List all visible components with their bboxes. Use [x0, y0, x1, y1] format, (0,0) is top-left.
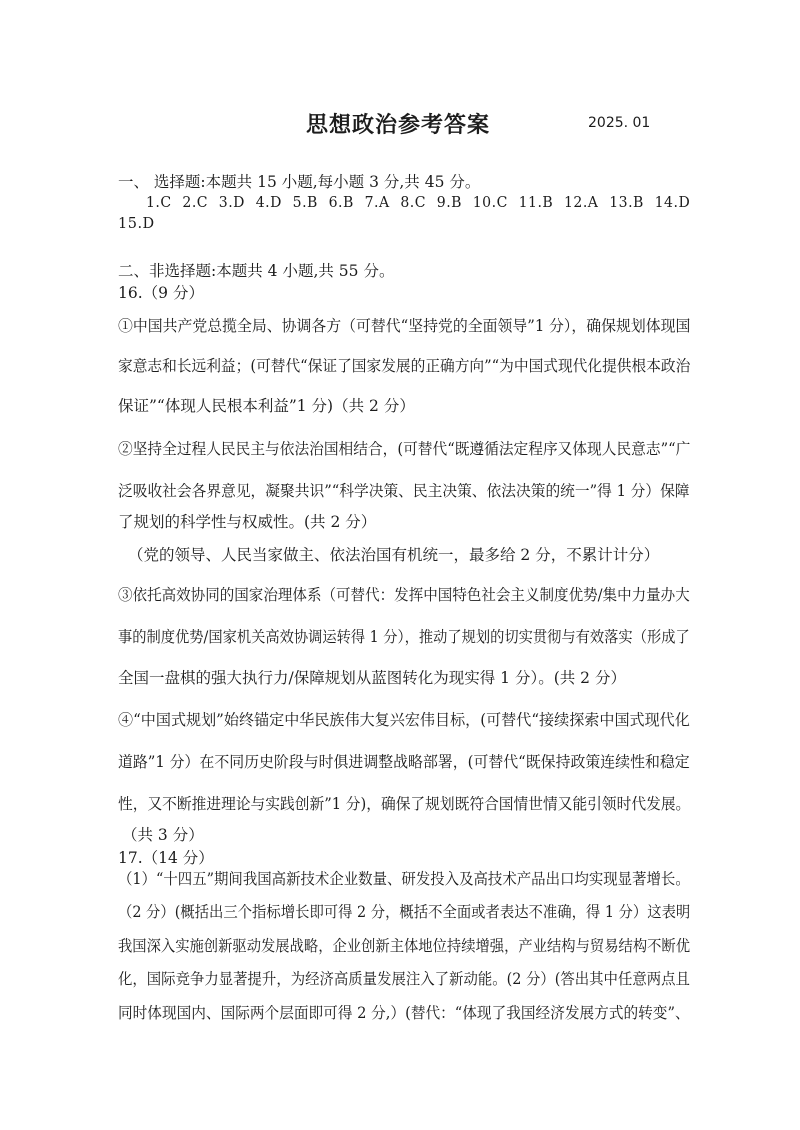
page-title: 思想政治参考答案 — [306, 112, 491, 138]
q16-line: ④“中国式规划”始终锚定中华民族伟大复兴宏伟目标，(可替代“接续探索中国式现代化 — [118, 711, 690, 729]
section2-heading: 二、非选择题:本题共 4 小题,共 55 分。 — [118, 262, 395, 280]
q17-line: 我国深入实施创新驱动发展战略，企业创新主体地位持续增强，产业结构与贸易结构不断优 — [118, 937, 691, 955]
q16-line: 道路”1 分）在不同历史阶段与时俱进调整战略部署，(可替代“既保持政策连续性和稳定 — [118, 753, 690, 771]
q17-line: 同时体现国内、国际两个层面即可得 2 分,）(替代：“体现了我国经济发展方式的转变”、 — [118, 1004, 690, 1022]
q16-line: 泛吸收社会各界意见，凝聚共识”“科学决策、民主决策、依法决策的统一”得 1 分）保障 — [118, 482, 690, 500]
q17-line: （1）“十四五”期间我国高新技术企业数量、研发投入及高技术产品出口均实现显著增长。 — [118, 870, 690, 888]
q16-line: 事的制度优势/国家机关高效协调运转得 1 分），推动了规划的切实贯彻与有效落实（形成了 — [118, 628, 690, 646]
q16-line: ②坚持全过程人民民主与依法治国相结合，(可替代“既遵循法定程序又体现人民意志”“广 — [118, 440, 691, 458]
section1-heading: 一、 选择题:本题共 15 小题,每小题 3 分,共 45 分。 — [118, 173, 481, 191]
question-16-label: 16.（9 分） — [118, 284, 204, 302]
question-17-label: 17.（14 分） — [118, 849, 214, 867]
q16-line: 了规划的科学性与权威性。(共 2 分） — [118, 513, 377, 531]
section1-answers-line2: 15.D — [118, 216, 155, 232]
q16-line: ①中国共产党总揽全局、协调各方（可替代“坚持党的全面领导”1 分），确保规划体现国 — [118, 317, 691, 335]
q16-line: ③依托高效协同的国家治理体系（可替代：发挥中国特色社会主义制度优势/集中力量办大 — [118, 586, 690, 604]
q17-line: （2 分）(概括出三个指标增长即可得 2 分，概括不全面或者表达不准确，得 1 分）这表明 — [118, 903, 691, 921]
q17-line: 化，国际竞争力显著提升，为经济高质量发展注入了新动能。(2 分）(答出其中任意两点且 — [118, 970, 690, 988]
q16-line: （共 3 分） — [122, 826, 204, 844]
q16-line: 性，又不断推进理论与实践创新”1 分)，确保了规划既符合国情世情又能引领时代发展。 — [118, 795, 691, 813]
q16-line: 家意志和长远利益；(可替代“保证了国家发展的正确方向”“为中国式现代化提供根本政治 — [118, 357, 691, 375]
page-date: 2025. 01 — [588, 115, 651, 131]
q16-line: 全国一盘棋的强大执行力/保障规划从蓝图转化为现实得 1 分）。(共 2 分） — [118, 669, 626, 687]
q16-line: 保证”“体现人民根本利益”1 分)（共 2 分） — [118, 397, 415, 415]
section1-answers-line1: 1.C 2.C 3.D 4.D 5.B 6.B 7.A 8.C 9.B 10.C 11.B 12.A 13.B 14.D — [146, 195, 691, 211]
q16-line: （党的领导、人民当家做主、依法治国有机统一，最多给 2 分，不累计计分） — [128, 546, 660, 564]
